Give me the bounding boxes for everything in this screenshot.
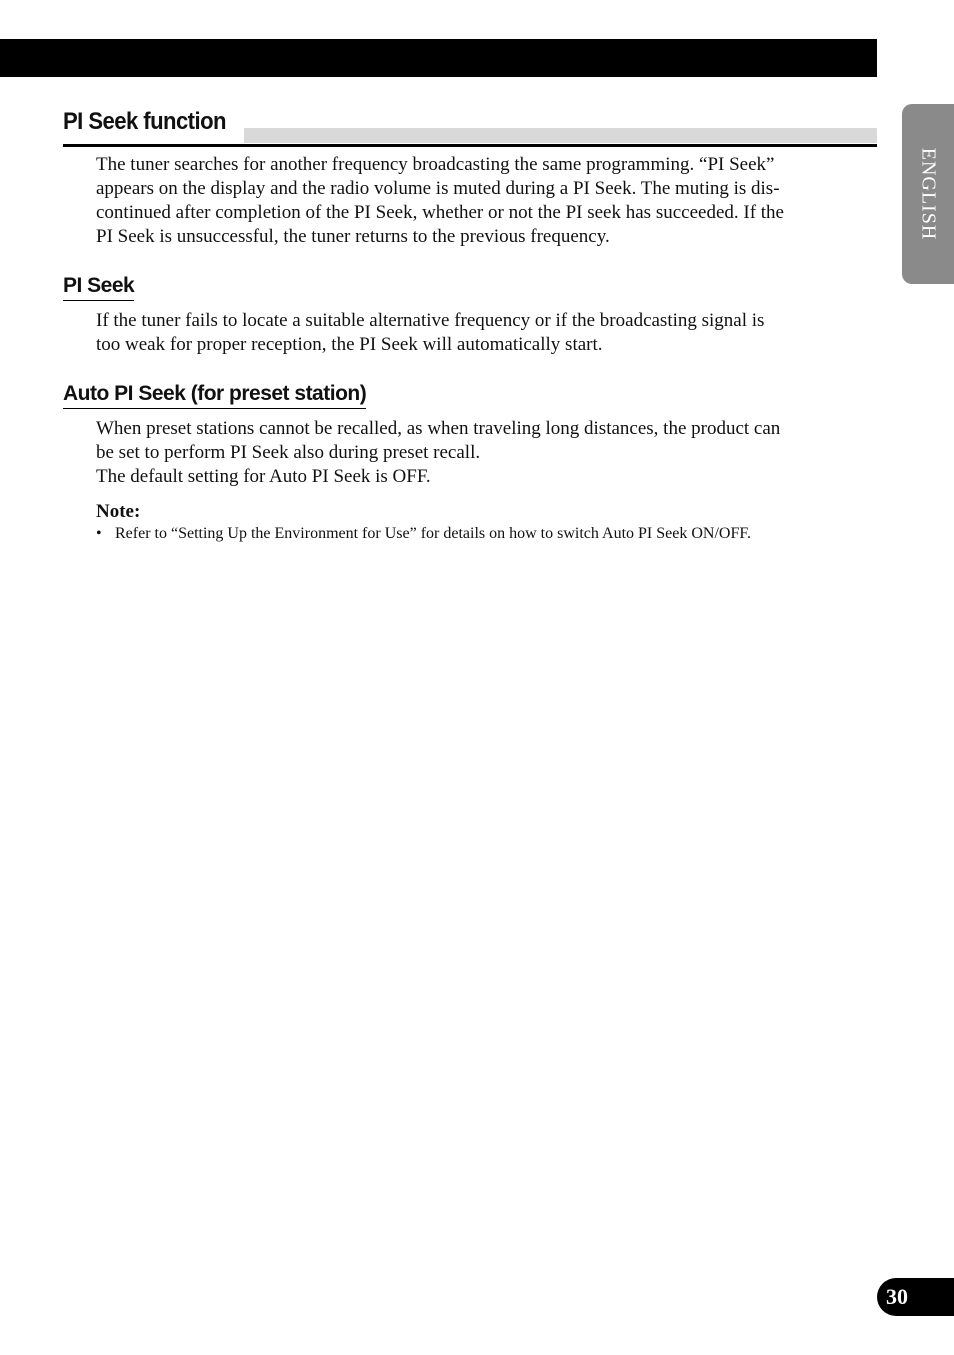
intro-line: appears on the display and the radio volume is muted during a PI Seek. The muting is dis- [96,178,780,199]
section-title-rule [63,144,877,147]
page-number-tab [877,1278,954,1316]
auto-pi-seek-line: be set to perform PI Seek also during preset recall. [96,442,481,463]
auto-pi-seek-line: The default setting for Auto PI Seek is OFF. [96,466,431,487]
auto-pi-seek-paragraph [96,417,780,489]
note-text: Refer to “Setting Up the Environment for Use” for details on how to switch Auto PI Seek ON/OFF. [115,525,751,542]
section-title: PI Seek function [63,108,226,135]
intro-paragraph [96,153,784,249]
pi-seek-heading: PI Seek [63,274,134,301]
intro-line: The tuner searches for another frequency broadcasting the same programming. “PI Seek” [96,154,775,175]
page-number: 30 [886,1284,908,1309]
auto-pi-seek-heading: Auto PI Seek (for preset station) [63,382,366,409]
note-label: Note: [96,501,141,522]
section-title-band [244,128,877,143]
pi-seek-line: too weak for proper reception, the PI Seek will automatically start. [96,334,603,355]
auto-pi-seek-line: When preset stations cannot be recalled, as when traveling long distances, the product can [96,418,781,439]
bullet-icon: • [96,525,102,542]
language-tab-label: ENGLISH [917,147,940,241]
header-bar [0,39,877,77]
intro-line: PI Seek is unsuccessful, the tuner returns to the previous frequency. [96,226,610,247]
language-tab [902,104,954,284]
pi-seek-line: If the tuner fails to locate a suitable alternative frequency or if the broadcasting signal is [96,310,765,331]
note-item [96,524,751,544]
intro-line: continued after completion of the PI Seek, whether or not the PI seek has succeeded. If the [96,202,784,223]
pi-seek-paragraph [96,309,764,357]
